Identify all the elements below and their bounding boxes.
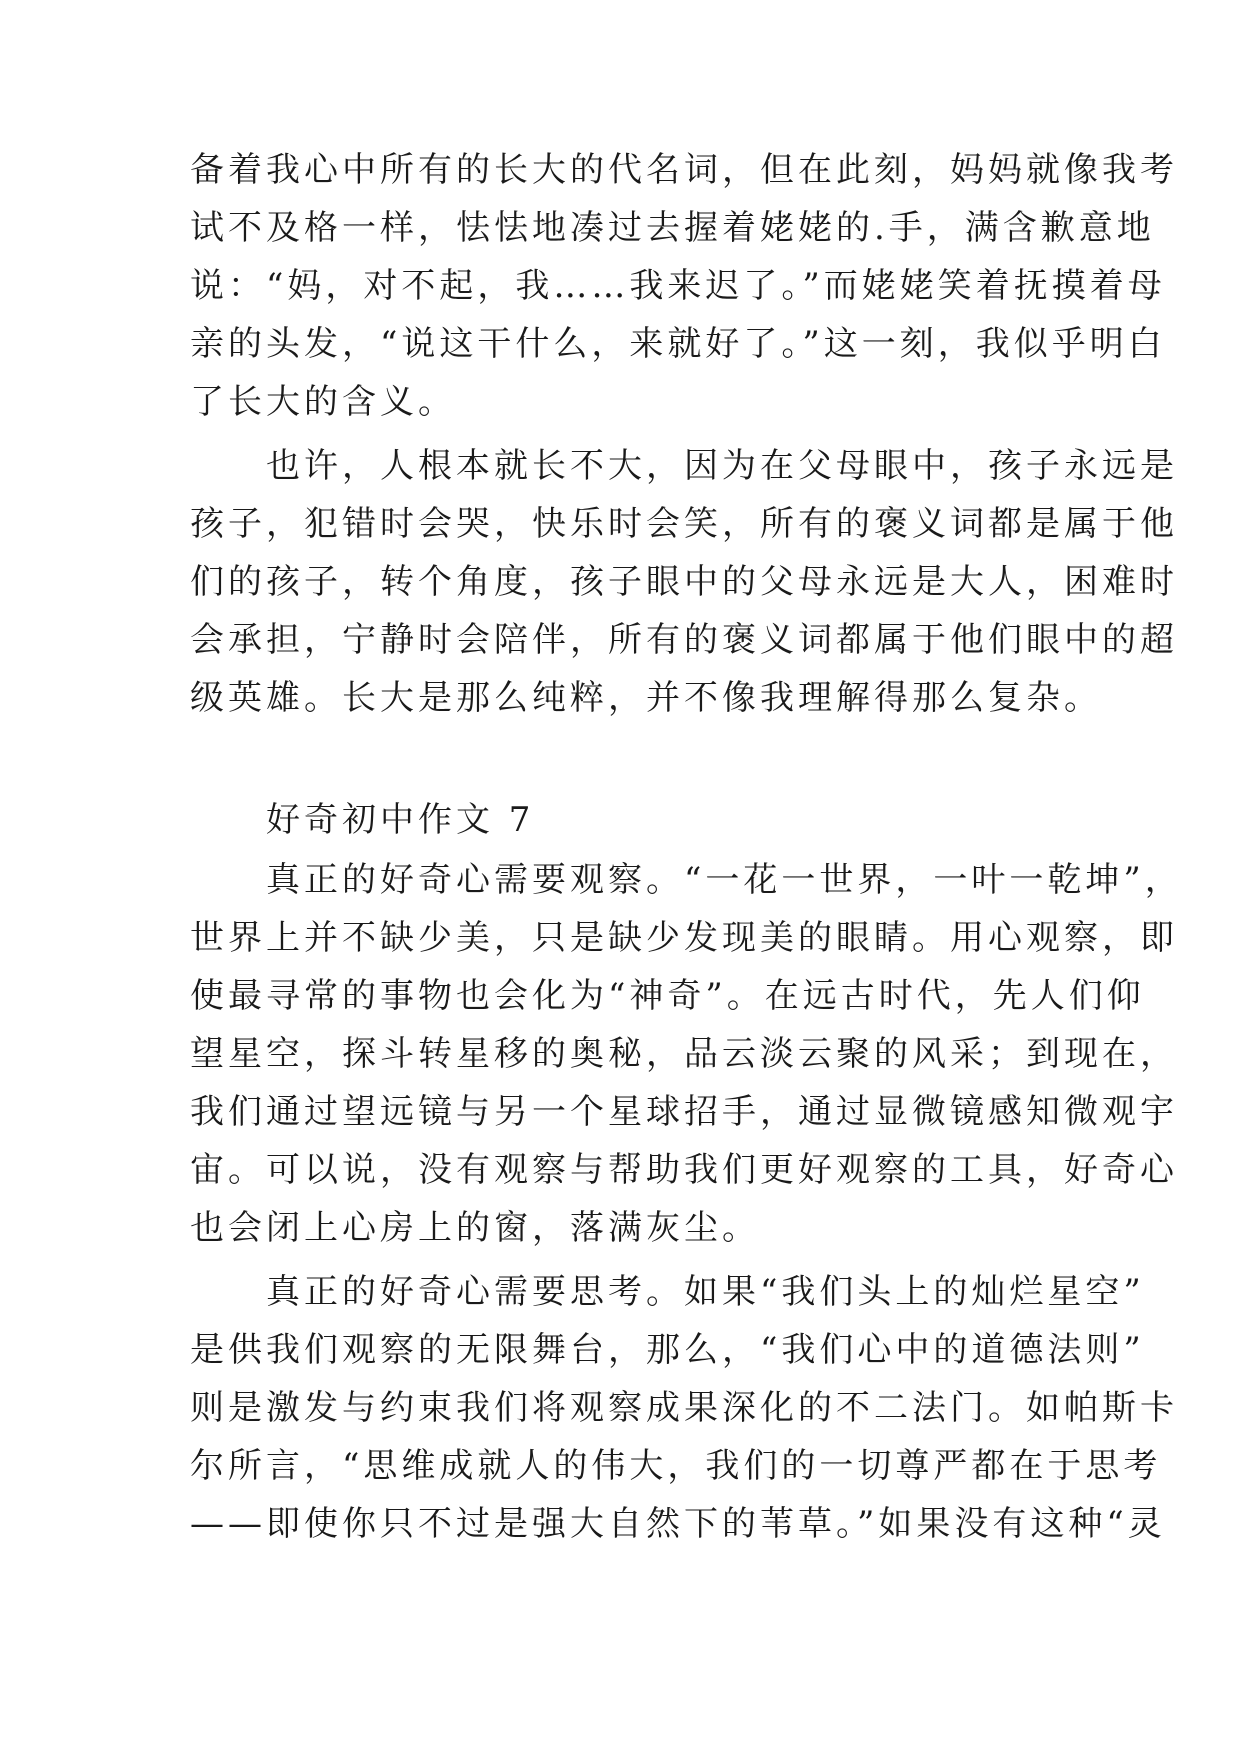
text-line: 尔所言，“思维成就人的伟大，我们的一切尊严都在于思考 — [190, 1446, 1162, 1486]
text-line: 也会闭上心房上的窗，落满灰尘。 — [190, 1208, 760, 1248]
text-line: 宙。可以说，没有观察与帮助我们更好观察的工具，好奇心 — [190, 1150, 1178, 1190]
text-line: 望星空，探斗转星移的奥秘，品云淡云聚的风采；到现在， — [190, 1034, 1178, 1074]
text-line: ——即使你只不过是强大自然下的苇草。”如果没有这种“灵 — [190, 1504, 1166, 1544]
text-line: 真正的好奇心需要思考。如果“我们头上的灿烂星空” — [190, 1272, 1145, 1312]
text-line: 备着我心中所有的长大的代名词，但在此刻，妈妈就像我考 — [190, 150, 1178, 190]
text-line: 了长大的含义。 — [190, 382, 456, 422]
text-line: 真正的好奇心需要观察。“一花一世界，一叶一乾坤”， — [190, 860, 1183, 900]
text-line: 说：“妈，对不起，我……我来迟了。”而姥姥笑着抚摸着母 — [190, 266, 1166, 306]
text-line: 是供我们观察的无限舞台，那么，“我们心中的道德法则” — [190, 1330, 1145, 1370]
text-line: 则是激发与约束我们将观察成果深化的不二法门。如帕斯卡 — [190, 1388, 1178, 1428]
text-line: 试不及格一样，怯怯地凑过去握着姥姥的.手，满含歉意地 — [190, 208, 1155, 248]
text-line: 级英雄。长大是那么纯粹，并不像我理解得那么复杂。 — [190, 678, 1102, 718]
text-line: 会承担，宁静时会陪伴，所有的褒义词都属于他们眼中的超 — [190, 620, 1178, 660]
text-line: 亲的头发，“说这干什么，来就好了。”这一刻，我似乎明白 — [190, 324, 1166, 364]
text-line: 世界上并不缺少美，只是缺少发现美的眼睛。用心观察，即 — [190, 918, 1178, 958]
text-line: 孩子，犯错时会哭，快乐时会笑，所有的褒义词都是属于他 — [190, 504, 1178, 544]
section-heading: 好奇初中作文 7 — [190, 800, 535, 840]
text-line: 也许，人根本就长不大，因为在父母眼中，孩子永远是 — [190, 446, 1178, 486]
text-line: 我们通过望远镜与另一个星球招手，通过显微镜感知微观宇 — [190, 1092, 1178, 1132]
text-line: 们的孩子，转个角度，孩子眼中的父母永远是大人，困难时 — [190, 562, 1178, 602]
text-line: 使最寻常的事物也会化为“神奇”。在远古时代，先人们仰 — [190, 976, 1145, 1016]
